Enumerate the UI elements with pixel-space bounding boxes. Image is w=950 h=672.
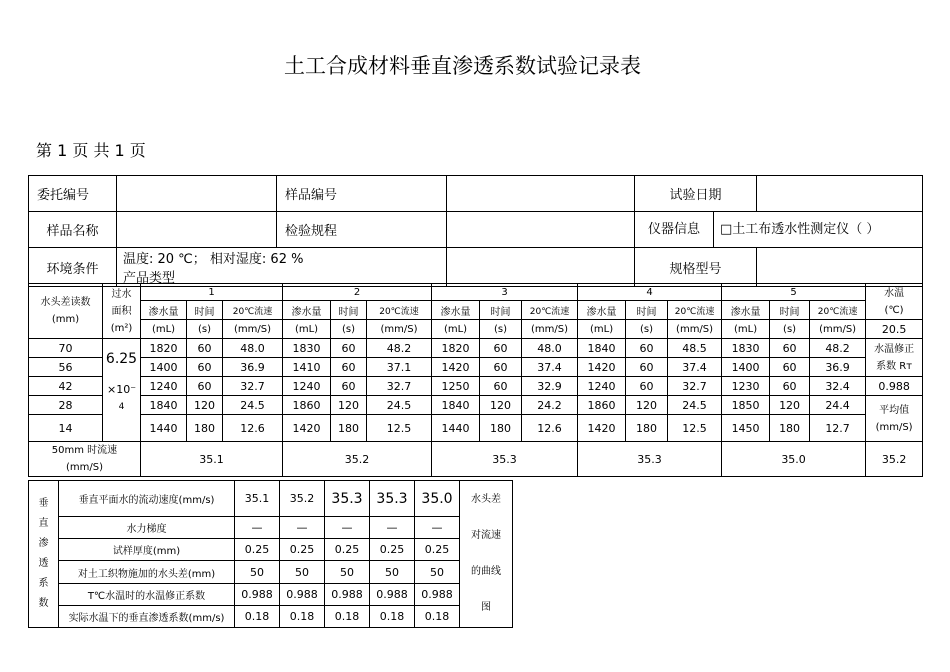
group-1-header: 1 bbox=[141, 284, 283, 301]
unit-header: (s) bbox=[626, 320, 668, 339]
page-info: 第 1 页 共 1 页 bbox=[36, 141, 146, 160]
area-header: 过水 面积 (m²) bbox=[103, 284, 141, 339]
test-standard-label: 检验规程 bbox=[277, 212, 447, 248]
group-3-header: 3 bbox=[432, 284, 578, 301]
test-date-label: 试验日期 bbox=[635, 176, 757, 212]
sample-no-value[interactable] bbox=[447, 176, 635, 212]
group-2-header: 2 bbox=[283, 284, 432, 301]
product-type-label: 产品类型 bbox=[123, 271, 176, 286]
sub-header: 时间 bbox=[187, 301, 223, 320]
flow-50mm-label: 50mm 时流速 (mm/S) bbox=[29, 442, 141, 477]
curve-graph-label: 水头差 对流速 的曲线 图 bbox=[460, 481, 513, 628]
water-temp-header: 水温 (℃) bbox=[866, 284, 923, 320]
unit-header: (mL) bbox=[432, 320, 480, 339]
unit-header: (mm/S) bbox=[223, 320, 283, 339]
test-date-value[interactable] bbox=[757, 176, 923, 212]
flow-50mm-value: 35.3 bbox=[578, 442, 722, 477]
environment-label: 环境条件 bbox=[29, 248, 117, 287]
row-label: 对土工织物施加的水头差(mm) bbox=[59, 561, 235, 584]
flow-50mm-value: 35.2 bbox=[283, 442, 432, 477]
head-diff-value: 56 bbox=[29, 358, 103, 377]
sub-header: 时间 bbox=[770, 301, 810, 320]
temp-correction-cell: 水温修正 系数 Rт bbox=[866, 339, 923, 377]
row-label: T℃水温时的水温修正系数 bbox=[59, 584, 235, 606]
client-no-label: 委托编号 bbox=[29, 176, 117, 212]
table-row: T℃水温时的水温修正系数 0.988 0.988 0.988 0.988 0.988 bbox=[29, 584, 923, 606]
sub-header: 20℃流速 bbox=[223, 301, 283, 320]
table-row: 对土工织物施加的水头差(mm) 50 50 50 50 50 bbox=[29, 561, 923, 584]
sub-header: 渗水量 bbox=[283, 301, 331, 320]
temp-correction-value: 0.988 bbox=[866, 377, 923, 396]
area-exponent-power: 4 bbox=[118, 401, 125, 412]
table-row: 70 6.25 ×10⁻ 4 1820 60 48.0 1830 60 48.2 1820 60 48.0 1840 60 48.5 1830 60 48.2 水温修正 系数 Rт bbox=[29, 339, 923, 358]
unit-header: (mL) bbox=[722, 320, 770, 339]
unit-header: (mm/S) bbox=[810, 320, 866, 339]
permeability-vertical-label: 垂 直 渗 透 系 数 bbox=[29, 481, 59, 628]
sub-header: 渗水量 bbox=[578, 301, 626, 320]
unit-header: (s) bbox=[480, 320, 522, 339]
measurement-table bbox=[28, 283, 923, 477]
head-diff-value: 70 bbox=[29, 339, 103, 358]
client-no-value[interactable] bbox=[117, 176, 277, 212]
row-label: 实际水温下的垂直渗透系数(mm/s) bbox=[59, 606, 235, 628]
spec-model-label: 规格型号 bbox=[635, 248, 757, 287]
sample-no-label: 样品编号 bbox=[277, 176, 447, 212]
head-diff-value: 14 bbox=[29, 415, 103, 442]
unit-header: (mL) bbox=[141, 320, 187, 339]
sub-header: 渗水量 bbox=[432, 301, 480, 320]
area-value: 6.25 bbox=[105, 350, 138, 367]
sample-name-label: 样品名称 bbox=[29, 212, 117, 248]
table-row: 试样厚度(mm) 0.25 0.25 0.25 0.25 0.25 bbox=[29, 539, 923, 561]
head-diff-value: 28 bbox=[29, 396, 103, 415]
unit-header: (mL) bbox=[283, 320, 331, 339]
page-title: 土工合成材料垂直渗透系数试验记录表 bbox=[284, 54, 641, 78]
sub-header: 20℃流速 bbox=[367, 301, 432, 320]
table-row: 14 1440 180 12.6 1420 180 12.5 1440 180 12.6 1420 180 12.5 1450 180 12.7 bbox=[29, 415, 923, 442]
flow-50mm-value: 35.0 bbox=[722, 442, 866, 477]
flow-50mm-value: 35.1 bbox=[141, 442, 283, 477]
header-table bbox=[28, 175, 923, 287]
sub-header: 渗水量 bbox=[722, 301, 770, 320]
table-row: 28 1840 120 24.5 1860 120 24.5 1840 120 24.2 1860 120 24.5 1850 120 24.4 平均值 (mm/S) bbox=[29, 396, 923, 415]
sub-header: 时间 bbox=[331, 301, 367, 320]
instrument-info bbox=[635, 212, 923, 248]
sub-header: 20℃流速 bbox=[810, 301, 866, 320]
row-label: 试样厚度(mm) bbox=[59, 539, 235, 561]
sub-header: 20℃流速 bbox=[522, 301, 578, 320]
group-4-header: 4 bbox=[578, 284, 722, 301]
product-type-value[interactable] bbox=[447, 248, 635, 287]
unit-header: (mm/S) bbox=[367, 320, 432, 339]
table-row: 水力梯度 — — — — — bbox=[29, 517, 923, 539]
instrument-info-value: □土工布透水性测定仪（ ） bbox=[720, 222, 880, 237]
area-exponent: ×10⁻ bbox=[106, 382, 137, 396]
area-value-cell bbox=[103, 339, 141, 442]
unit-header: (s) bbox=[770, 320, 810, 339]
head-diff-header: 水头差读数 (mm) bbox=[29, 284, 103, 339]
row-label: 水力梯度 bbox=[59, 517, 235, 539]
group-5-header: 5 bbox=[722, 284, 866, 301]
unit-header: (mm/S) bbox=[668, 320, 722, 339]
sub-header: 渗水量 bbox=[141, 301, 187, 320]
permeability-table bbox=[28, 480, 923, 628]
test-standard-value[interactable] bbox=[447, 212, 635, 248]
table-row bbox=[29, 442, 923, 477]
table-row: 56 1400 60 36.9 1410 60 37.1 1420 60 37.4 1420 60 37.4 1400 60 36.9 bbox=[29, 358, 923, 377]
head-diff-value: 42 bbox=[29, 377, 103, 396]
table-row: 垂 直 渗 透 系 数 垂直平面水的流动速度(mm/s) 35.1 35.2 35.3 35.3 35.0 水头差 对流速 的曲线 图 bbox=[29, 481, 923, 517]
spec-model-value[interactable] bbox=[757, 248, 923, 287]
sub-header: 时间 bbox=[480, 301, 522, 320]
unit-header: (s) bbox=[187, 320, 223, 339]
sample-name-value[interactable] bbox=[117, 212, 277, 248]
unit-header: (mm/S) bbox=[522, 320, 578, 339]
flow-50mm-value: 35.3 bbox=[432, 442, 578, 477]
table-row: 42 1240 60 32.7 1240 60 32.7 1250 60 32.9 1240 60 32.7 1230 60 32.4 0.988 bbox=[29, 377, 923, 396]
unit-header: (s) bbox=[331, 320, 367, 339]
environment-value: 温度: 20 ℃； 相对湿度: 62 %产品类型 bbox=[117, 248, 447, 287]
table-row: 实际水温下的垂直渗透系数(mm/s) 0.18 0.18 0.18 0.18 0.18 bbox=[29, 606, 923, 628]
average-header: 平均值 (mm/S) bbox=[866, 396, 923, 442]
sub-header: 时间 bbox=[626, 301, 668, 320]
curve-graph-area bbox=[513, 481, 923, 628]
instrument-info-label: 仪器信息 bbox=[635, 212, 714, 247]
sub-header: 20℃流速 bbox=[668, 301, 722, 320]
water-temp-value: 20.5 bbox=[866, 320, 923, 339]
flow-50mm-average: 35.2 bbox=[866, 442, 923, 477]
unit-header: (mL) bbox=[578, 320, 626, 339]
row-label: 垂直平面水的流动速度(mm/s) bbox=[59, 481, 235, 517]
